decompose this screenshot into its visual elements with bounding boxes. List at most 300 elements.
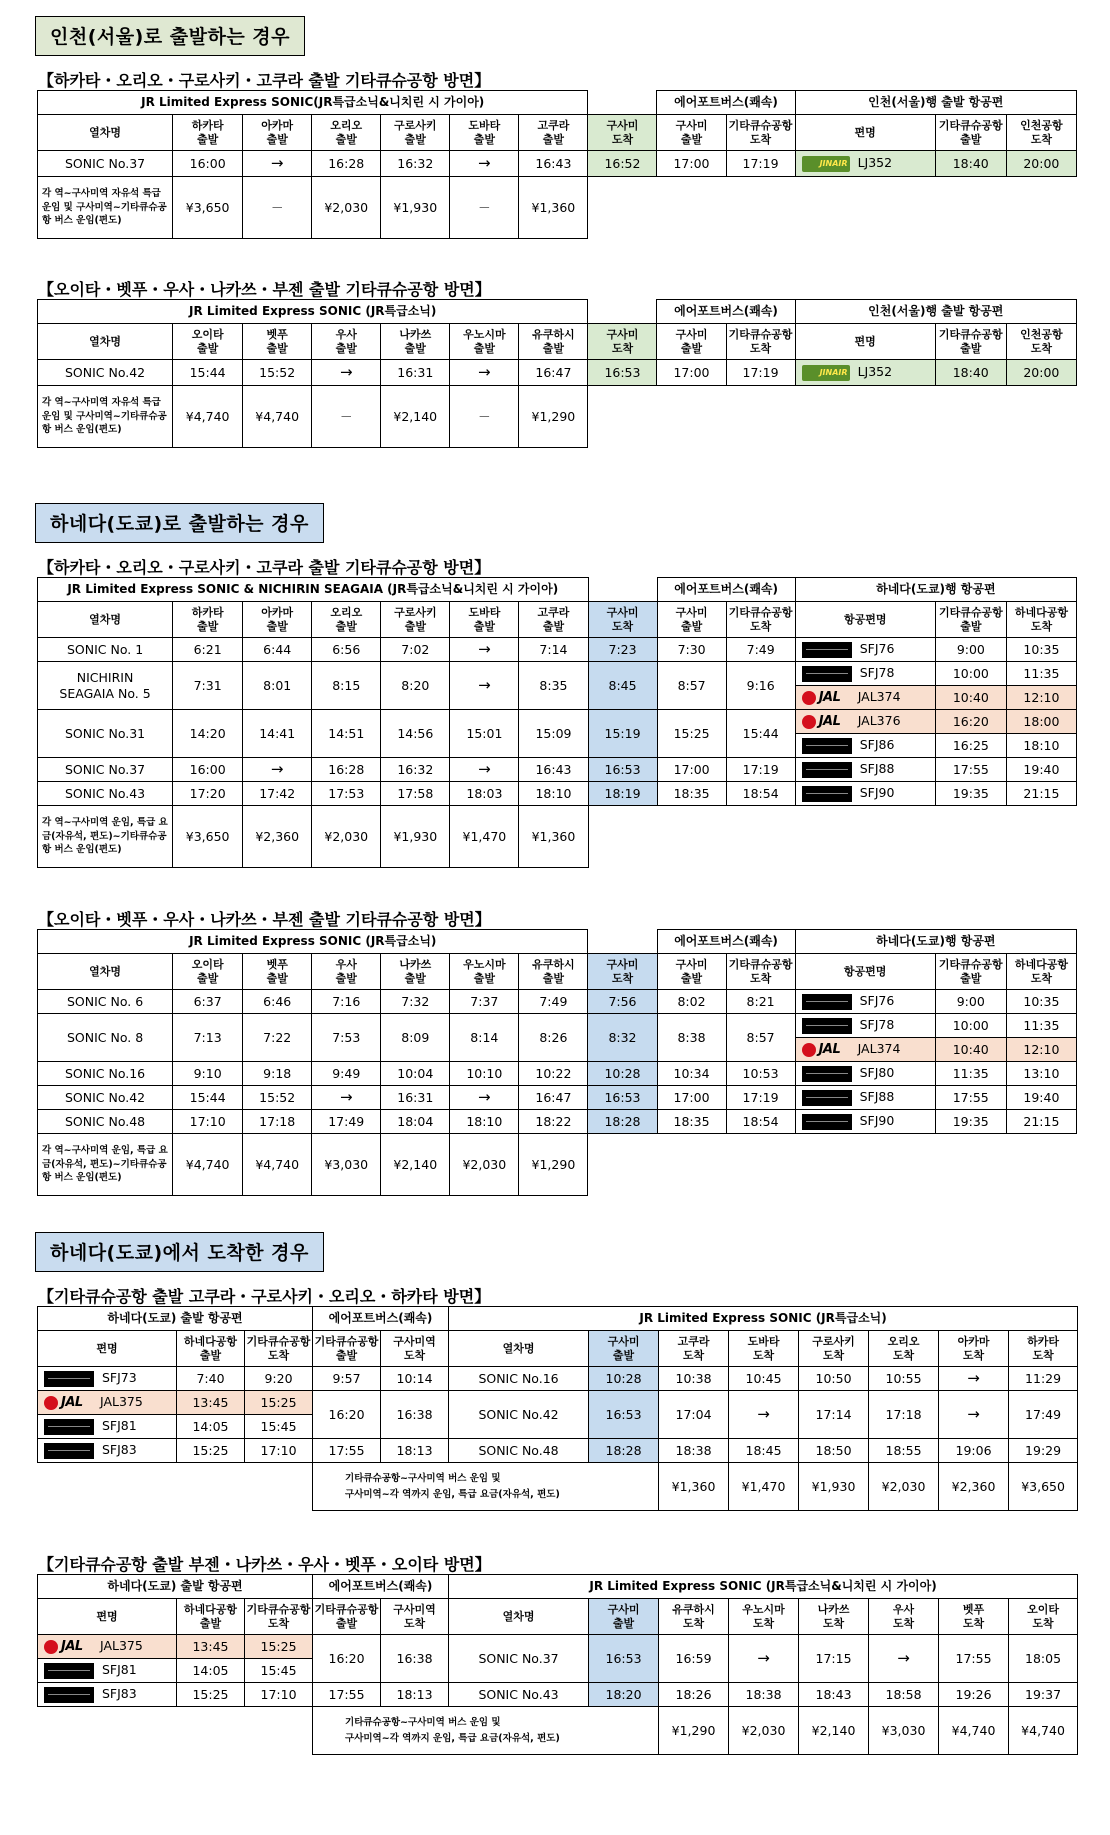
table-cell: 8:09 <box>381 1014 450 1062</box>
table-cell: 15:25 <box>177 1683 245 1707</box>
fare-row <box>38 1463 1078 1511</box>
table-cell: 15:25 <box>245 1391 313 1415</box>
table-cell: SONIC No.43 <box>38 782 173 806</box>
table-cell: 우사 출발 <box>312 954 381 990</box>
table-cell: 구사미 출발 <box>657 324 726 360</box>
starflyer-logo-icon <box>44 1419 94 1435</box>
table-cell: 하네다(도쿄) 출발 항공편 <box>38 1575 313 1599</box>
table-cell: 16:20 <box>935 710 1006 734</box>
section-title-haneda-arrival: 하네다(도쿄)에서 도착한 경우 <box>35 1232 324 1272</box>
table-cell: JAL <box>818 1041 841 1057</box>
table-cell: 20:00 <box>1006 151 1076 177</box>
table-cell: 하카타 출발 <box>173 602 243 638</box>
table-cell: 벳푸 도착 <box>939 1599 1009 1635</box>
table-cell: 16:31 <box>381 1086 450 1110</box>
table-cell: 14:41 <box>243 710 312 758</box>
table-cell: → <box>312 360 381 386</box>
table-cell: 9:18 <box>243 1062 312 1086</box>
starflyer-logo-icon <box>802 1114 852 1130</box>
table-cell: ¥1,930 <box>381 806 450 868</box>
table-cell: 기타큐슈공항 출발 <box>313 1599 381 1635</box>
table-cell: 16:32 <box>381 758 450 782</box>
table-cell: 18:05 <box>1009 1635 1078 1683</box>
table-cell: → <box>869 1635 939 1683</box>
table-cell: 10:35 <box>1006 990 1076 1014</box>
table-cell: 10:40 <box>935 686 1006 710</box>
table-cell: 10:38 <box>659 1367 729 1391</box>
table-cell: 기타큐슈공항 출발 <box>935 954 1006 990</box>
table-cell: SONIC No.48 <box>38 1110 173 1134</box>
table-cell: 17:18 <box>243 1110 312 1134</box>
table-cell: 인천공항 도착 <box>1006 324 1076 360</box>
table-cell: 구사미 출발 <box>657 602 726 638</box>
table-cell: 9:49 <box>312 1062 381 1086</box>
table-cell: 하네다공항 도착 <box>1006 602 1076 638</box>
table-cell: 11:35 <box>1006 1014 1076 1038</box>
table1-subtitle: 【하카타・오리오・구로사키・고쿠라 출발 기타큐슈공항 방면】 <box>38 71 491 90</box>
table-cell: 19:40 <box>1006 758 1076 782</box>
table-cell: ¥2,030 <box>312 177 381 239</box>
jal-logo-icon <box>802 1042 850 1058</box>
table-cell: 17:20 <box>173 782 243 806</box>
table-cell: 16:59 <box>659 1635 729 1683</box>
table-cell: 17:58 <box>381 782 450 806</box>
table-cell: 16:53 <box>588 758 657 782</box>
table-cell: 8:38 <box>657 1014 726 1062</box>
table-cell: 12:10 <box>1006 686 1076 710</box>
table-cell: 16:53 <box>588 360 657 386</box>
table-cell: 오리오 출발 <box>312 602 381 638</box>
table-cell: ¥2,030 <box>312 806 381 868</box>
table-cell: SFJ78 <box>859 1017 895 1033</box>
table-cell: → <box>450 638 519 662</box>
table-cell: 아카마 도착 <box>939 1331 1009 1367</box>
table-cell: 열차명 <box>449 1599 589 1635</box>
section-title-haneda-departure: 하네다(도쿄)로 출발하는 경우 <box>35 503 324 543</box>
table-cell: JAL374 <box>857 1041 901 1057</box>
table-cell: ¥1,360 <box>519 177 588 239</box>
table-row <box>38 782 1077 806</box>
table-cell: SFJ78 <box>859 665 895 681</box>
table-cell: 11:35 <box>935 1062 1006 1086</box>
table-row <box>38 1062 1077 1086</box>
table-cell: 유쿠하시 도착 <box>659 1599 729 1635</box>
table-cell: 우노시마 출발 <box>450 954 519 990</box>
table-cell: 15:01 <box>450 710 519 758</box>
starflyer-logo-icon <box>802 762 852 778</box>
table-cell: 18:20 <box>589 1683 659 1707</box>
table-cell: 15:25 <box>245 1635 313 1659</box>
jinair-logo-icon <box>802 365 850 381</box>
table-cell: 17:55 <box>935 1086 1006 1110</box>
table-cell: 8:57 <box>657 662 726 710</box>
table-cell: 6:46 <box>243 990 312 1014</box>
table-row <box>38 638 1077 662</box>
table-cell: NICHIRIN SEAGAIA No. 5 <box>38 662 173 710</box>
table-cell: 10:34 <box>657 1062 726 1086</box>
section-title-incheon: 인천(서울)로 출발하는 경우 <box>35 16 305 56</box>
table-cell: 열차명 <box>38 115 173 151</box>
table-cell: SONIC No.37 <box>449 1635 589 1683</box>
table-cell: 16:53 <box>588 1086 657 1110</box>
table-cell: 16:52 <box>588 151 657 177</box>
table-cell: 8:32 <box>588 1014 657 1062</box>
table-cell: 17:19 <box>726 360 795 386</box>
table-cell: ¥1,930 <box>381 177 450 239</box>
table-cell: JAL <box>61 1394 83 1410</box>
table-cell: 17:42 <box>243 782 312 806</box>
table-cell: 13:45 <box>177 1635 245 1659</box>
table-cell: ¥3,030 <box>869 1707 939 1755</box>
table-cell: 나카쓰 출발 <box>381 954 450 990</box>
table1-jr-header: JR Limited Express SONIC(JR특급소닉&니치린 시 가이아) <box>38 91 588 115</box>
table-cell: SONIC No.48 <box>449 1439 589 1463</box>
table-cell: 16:20 <box>313 1391 381 1439</box>
table-cell: 구사미 출발 <box>589 1599 659 1635</box>
table-cell: 15:25 <box>177 1439 245 1463</box>
table-row <box>38 710 1077 734</box>
table-cell: 7:31 <box>173 662 243 710</box>
table-cell: ¥3,650 <box>173 806 243 868</box>
table-cell: 19:37 <box>1009 1683 1078 1707</box>
table-cell: 15:19 <box>588 710 657 758</box>
table-cell: 오이타 출발 <box>173 324 243 360</box>
table-cell: 15:45 <box>245 1659 313 1683</box>
table-cell: ¥1,470 <box>729 1463 799 1511</box>
table-cell: － <box>450 177 519 239</box>
table-cell: 기타큐슈공항 출발 <box>313 1331 381 1367</box>
table-cell: 17:00 <box>657 758 726 782</box>
table-cell: 6:37 <box>173 990 243 1014</box>
table-cell: 벳푸 출발 <box>243 324 312 360</box>
table-cell: 18:00 <box>1006 710 1076 734</box>
table-cell: ¥4,740 <box>1009 1707 1078 1755</box>
table-cell: JAL <box>818 713 841 729</box>
table-cell: → <box>729 1635 799 1683</box>
table-cell: 18:28 <box>589 1439 659 1463</box>
table-cell: JINAIR <box>819 367 848 377</box>
table-cell: 18:50 <box>799 1439 869 1463</box>
table-cell: ¥1,360 <box>659 1463 729 1511</box>
table-cell: 열차명 <box>38 324 173 360</box>
table-cell: ¥4,740 <box>939 1707 1009 1755</box>
starflyer-logo-icon <box>44 1371 94 1387</box>
fare-row <box>38 177 1077 239</box>
table-cell: 10:50 <box>799 1367 869 1391</box>
table-cell: SFJ81 <box>102 1418 137 1434</box>
table-cell: ¥1,290 <box>519 1134 588 1196</box>
starflyer-logo-icon <box>802 1090 852 1106</box>
table-cell: ¥3,030 <box>312 1134 381 1196</box>
table-cell: 구로사키 도착 <box>799 1331 869 1367</box>
table-cell: 16:25 <box>935 734 1006 758</box>
table-cell: 10:22 <box>519 1062 588 1086</box>
table-cell: JAL <box>61 1638 83 1654</box>
table-cell: 19:40 <box>1006 1086 1076 1110</box>
table-cell: 11:35 <box>1006 662 1076 686</box>
fare-row <box>38 1707 1078 1755</box>
table-cell: 16:43 <box>519 758 588 782</box>
table-cell: ¥4,740 <box>173 1134 243 1196</box>
table-cell: 우사 출발 <box>312 324 381 360</box>
table-cell: 18:38 <box>659 1439 729 1463</box>
table-cell: 기타큐슈공항 도착 <box>245 1331 313 1367</box>
jal-logo-icon <box>802 690 850 706</box>
table-cell: 8:57 <box>726 1014 795 1062</box>
table-cell: 16:32 <box>381 151 450 177</box>
table-cell: 7:13 <box>173 1014 243 1062</box>
table-row <box>38 758 1077 782</box>
table-cell: ¥4,740 <box>243 386 312 448</box>
table-cell: 21:15 <box>1006 782 1076 806</box>
table-cell: 18:28 <box>588 1110 657 1134</box>
table-cell: SFJ76 <box>859 641 895 657</box>
table-cell: 18:38 <box>729 1683 799 1707</box>
table-cell: 18:45 <box>729 1439 799 1463</box>
table-row <box>38 1391 1078 1415</box>
table-cell: 구사미역 도착 <box>381 1599 449 1635</box>
table-cell: 구사미역 도착 <box>381 1331 449 1367</box>
table-cell: 7:37 <box>450 990 519 1014</box>
table-cell: ¥1,470 <box>450 806 519 868</box>
table-cell: 19:35 <box>935 782 1006 806</box>
table-cell: JR Limited Express SONIC (JR특급소닉) <box>449 1307 1078 1331</box>
table-cell: → <box>312 1086 381 1110</box>
table-cell: 인천공항 도착 <box>1006 115 1076 151</box>
starflyer-logo-icon <box>44 1687 94 1703</box>
table-cell: 7:16 <box>312 990 381 1014</box>
table-cell: 10:04 <box>381 1062 450 1086</box>
table-cell: － <box>312 386 381 448</box>
table-cell: → <box>450 360 519 386</box>
table-cell: 18:43 <box>799 1683 869 1707</box>
table-cell: 16:20 <box>313 1635 381 1683</box>
fare-row <box>38 386 1077 448</box>
table-cell: 18:26 <box>659 1683 729 1707</box>
table-cell: ¥2,360 <box>243 806 312 868</box>
table-cell: 21:15 <box>1006 1110 1076 1134</box>
table-cell: 7:22 <box>243 1014 312 1062</box>
table-cell: SONIC No.43 <box>449 1683 589 1707</box>
table-row <box>38 1110 1077 1134</box>
table-cell: 9:10 <box>173 1062 243 1086</box>
table-cell: 16:28 <box>312 758 381 782</box>
table-cell: SFJ90 <box>859 785 895 801</box>
table-cell: ¥3,650 <box>173 177 243 239</box>
table-cell: → <box>450 1086 519 1110</box>
table-cell: 17:49 <box>1009 1391 1078 1439</box>
table-cell: 9:00 <box>935 990 1006 1014</box>
table-cell: 9:57 <box>313 1367 381 1391</box>
table-cell: 구사미 도착 <box>588 324 657 360</box>
table-cell: 오이타 출발 <box>173 954 243 990</box>
table-cell: 17:00 <box>657 1086 726 1110</box>
table-cell: 14:05 <box>177 1415 245 1439</box>
table-cell: ¥1,360 <box>519 806 588 868</box>
table-cell: 18:35 <box>657 1110 726 1134</box>
table-cell: 17:00 <box>657 360 726 386</box>
section-incheon <box>35 16 1080 56</box>
table-cell: 13:10 <box>1006 1062 1076 1086</box>
table-cell: 우노시마 도착 <box>729 1599 799 1635</box>
table-cell: 아카마 출발 <box>243 115 312 151</box>
table-cell: JR Limited Express SONIC & NICHIRIN SEAGAIA (JR특급소닉&니치린 시 가이아) <box>38 578 589 602</box>
table-cell: 구로사키 출발 <box>381 602 450 638</box>
table-row <box>38 151 1077 177</box>
table-cell: SFJ86 <box>859 737 895 753</box>
table-cell: 17:15 <box>799 1635 869 1683</box>
table4-subtitle: 【오이타・벳푸・우사・나카쓰・부젠 출발 기타큐슈공항 방면】 <box>38 910 491 929</box>
table-cell: 기타큐슈공항 출발 <box>935 324 1006 360</box>
table-cell: 에어포트버스(쾌속) <box>657 930 795 954</box>
table-cell: 12:10 <box>1006 1038 1076 1062</box>
table-cell: 17:55 <box>313 1439 381 1463</box>
table-cell: ¥3,650 <box>1009 1463 1078 1511</box>
table-cell: 8:14 <box>450 1014 519 1062</box>
table-cell: → <box>450 662 519 710</box>
starflyer-logo-icon <box>44 1443 94 1459</box>
table-cell: 18:10 <box>1006 734 1076 758</box>
table-cell: 구사미 출발 <box>657 115 726 151</box>
table-cell: 18:04 <box>381 1110 450 1134</box>
table-cell: 하네다(도쿄) 출발 항공편 <box>38 1307 313 1331</box>
table-cell: 편명 <box>795 115 935 151</box>
table-cell: JAL374 <box>857 689 901 705</box>
table-cell: 8:35 <box>519 662 588 710</box>
table-cell: 구사미 도착 <box>588 115 657 151</box>
table-cell: 7:49 <box>519 990 588 1014</box>
table-cell: ¥2,030 <box>869 1463 939 1511</box>
table-cell: SFJ83 <box>102 1686 137 1702</box>
table1-bus-header: 에어포트버스(쾌속) <box>657 91 795 115</box>
table-cell: SONIC No.16 <box>38 1062 173 1086</box>
table-cell: 구로사키 출발 <box>381 115 450 151</box>
table-cell: 항공편명 <box>795 602 935 638</box>
table-row <box>38 990 1077 1014</box>
starflyer-logo-icon <box>802 1018 852 1034</box>
table-cell: 11:29 <box>1009 1367 1078 1391</box>
table-cell: JAL <box>818 689 841 705</box>
table-cell: SFJ76 <box>859 993 895 1009</box>
table1 <box>37 90 1077 239</box>
table-cell: 19:26 <box>939 1683 1009 1707</box>
table-cell: 10:53 <box>726 1062 795 1086</box>
table-cell: LJ352 <box>857 364 893 380</box>
table-cell: 하카타 출발 <box>173 115 243 151</box>
table-cell: 7:32 <box>381 990 450 1014</box>
table3-subtitle: 【하카타・오리오・구로사키・고쿠라 출발 기타큐슈공항 방면】 <box>38 558 491 577</box>
table-cell: 8:01 <box>243 662 312 710</box>
table-cell: 7:40 <box>177 1367 245 1391</box>
table-cell: 10:45 <box>729 1367 799 1391</box>
table-cell: 14:51 <box>312 710 381 758</box>
table-cell: → <box>450 151 519 177</box>
table-cell: 구사미 출발 <box>589 1331 659 1367</box>
table-cell: 17:18 <box>869 1391 939 1439</box>
table-cell: 기타큐슈공항 도착 <box>245 1599 313 1635</box>
table-cell: 하네다(도쿄)행 항공편 <box>795 930 1076 954</box>
table-cell: 오리오 출발 <box>312 115 381 151</box>
table-cell: 도바타 도착 <box>729 1331 799 1367</box>
table-cell: 18:40 <box>935 151 1006 177</box>
table-cell: 19:29 <box>1009 1439 1078 1463</box>
table-cell: JAL376 <box>857 713 901 729</box>
table-cell: 유쿠하시 출발 <box>519 324 588 360</box>
table-cell: 에어포트버스(쾌속) <box>313 1307 449 1331</box>
table-cell: 16:00 <box>173 758 243 782</box>
table-cell: 고쿠라 출발 <box>519 115 588 151</box>
table-cell: SFJ81 <box>102 1662 137 1678</box>
table-cell: 인천(서울)행 출발 항공편 <box>795 300 1076 324</box>
table-cell: SONIC No.31 <box>38 710 173 758</box>
table5 <box>37 1306 1078 1511</box>
table-cell: 9:00 <box>935 638 1006 662</box>
table-cell: 각 역~구사미역 운임, 특급 요금(자유석, 편도)~기타큐슈공항 버스 운임(편도) <box>38 1134 173 1196</box>
table-cell: 17:19 <box>726 758 795 782</box>
fare-row <box>38 806 1077 868</box>
starflyer-logo-icon <box>44 1663 94 1679</box>
table-cell: → <box>243 758 312 782</box>
table-cell: 10:14 <box>381 1367 449 1391</box>
table-cell: 8:20 <box>381 662 450 710</box>
table-cell: 도바타 출발 <box>450 602 519 638</box>
table-cell: 9:16 <box>726 662 795 710</box>
starflyer-logo-icon <box>802 666 852 682</box>
table1-flight-header: 인천(서울)행 출발 항공편 <box>795 91 1076 115</box>
starflyer-logo-icon <box>802 1066 852 1082</box>
table-cell: 열차명 <box>449 1331 589 1367</box>
table-cell: 항공편명 <box>795 954 935 990</box>
table-cell: 기타큐슈공항 도착 <box>726 115 795 151</box>
table-cell: 10:10 <box>450 1062 519 1086</box>
table-cell: 편명 <box>38 1331 177 1367</box>
starflyer-logo-icon <box>802 738 852 754</box>
table-cell: 17:10 <box>173 1110 243 1134</box>
table-cell: 오리오 도착 <box>869 1331 939 1367</box>
table-cell: ¥2,360 <box>939 1463 1009 1511</box>
table-cell: 6:44 <box>243 638 312 662</box>
table-cell: LJ352 <box>857 155 893 171</box>
table-cell: 우노시마 출발 <box>450 324 519 360</box>
table-cell: SONIC No.42 <box>38 1086 173 1110</box>
table-row <box>38 1367 1078 1391</box>
table-cell: JINAIR <box>819 158 848 168</box>
table2 <box>37 299 1077 448</box>
table-cell: 17:19 <box>726 151 795 177</box>
table-cell: 오이타 도착 <box>1009 1599 1078 1635</box>
table-cell: 하네다공항 도착 <box>1006 954 1076 990</box>
table-cell: SFJ88 <box>859 1089 895 1105</box>
table-cell: SFJ73 <box>102 1370 137 1386</box>
table3 <box>37 577 1077 868</box>
table-cell: 우사 도착 <box>869 1599 939 1635</box>
table-cell: 각 역~구사미역 운임, 특급 요금(자유석, 편도)~기타큐슈공항 버스 운임(편도) <box>38 806 173 868</box>
table-cell: 7:30 <box>657 638 726 662</box>
table-cell: 기타큐슈공항 도착 <box>726 602 795 638</box>
table-cell: 하카타 도착 <box>1009 1331 1078 1367</box>
table6 <box>37 1574 1078 1755</box>
starflyer-logo-icon <box>802 642 852 658</box>
fare-label: 기타큐슈공항~구사미역 버스 운임 및 구사미역~각 역까지 운임, 특급 요금(자유석, 편도) <box>313 1463 659 1511</box>
table-cell: 17:04 <box>659 1391 729 1439</box>
table-cell: 도바타 출발 <box>450 115 519 151</box>
table-cell: 10:00 <box>935 1014 1006 1038</box>
table-row <box>38 1014 1077 1038</box>
table-cell: 8:15 <box>312 662 381 710</box>
table-cell: 18:13 <box>381 1439 449 1463</box>
table-cell: 16:53 <box>589 1635 659 1683</box>
table-row <box>38 1439 1078 1463</box>
